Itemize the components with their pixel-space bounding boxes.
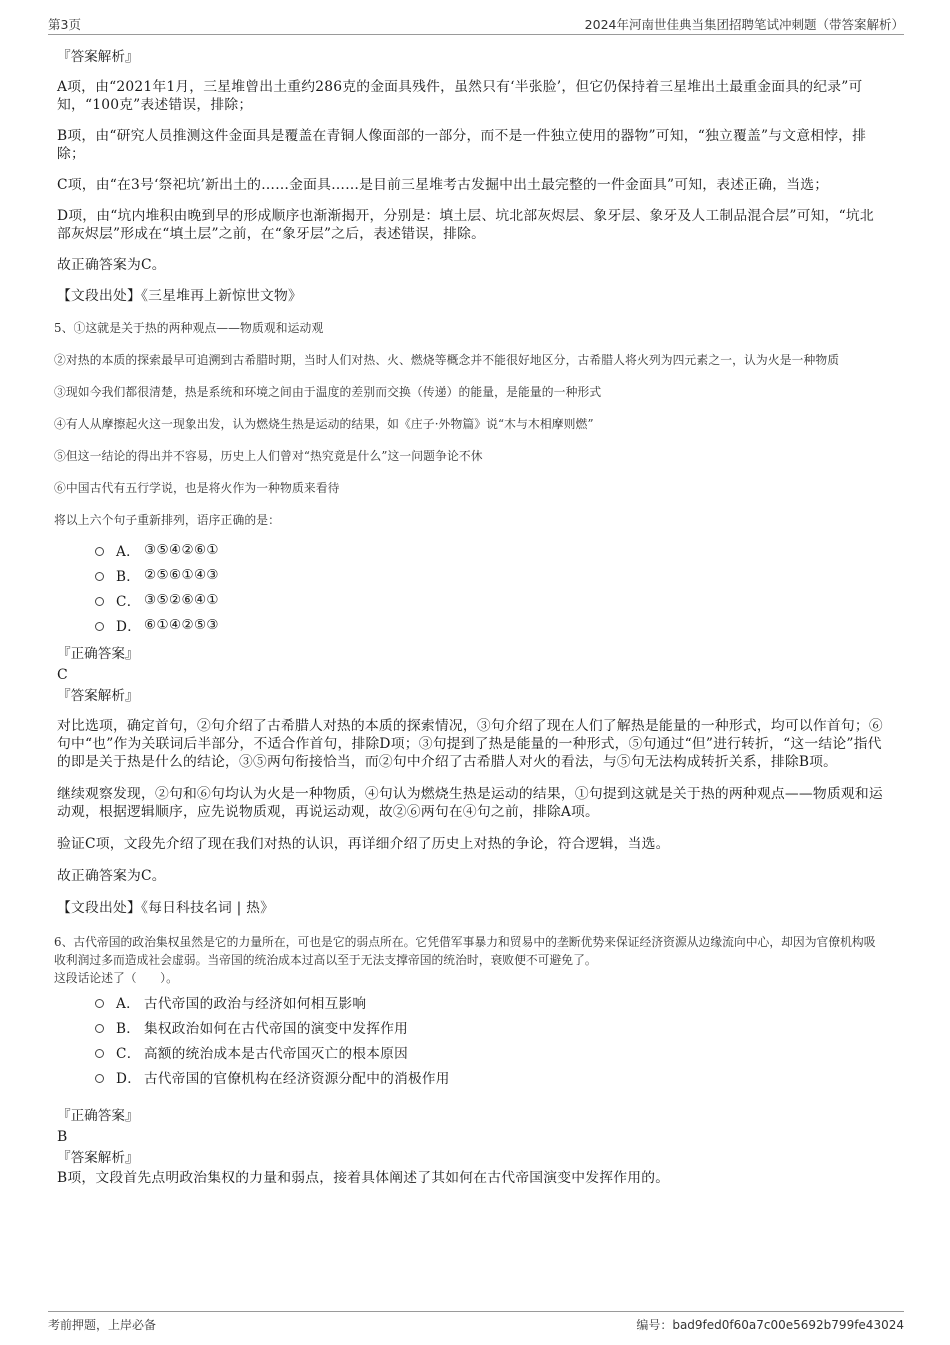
radio-icon[interactable] [95,1024,104,1033]
radio-icon[interactable] [95,1074,104,1083]
q5-sentence-6: ⑥中国古代有五行学说，也是将火作为一种物质来看待 [54,481,340,495]
q6-option-c[interactable]: C． 高额的统治成本是古代帝国灭亡的根本原因 [95,1039,887,1064]
q5-analysis-para-1: 对比选项，确定首句，②句介绍了古希腊人对热的本质的探索情况，③句介绍了现在人们了解热是能量的一种形式，均可以作首句；⑥句中“也”作为关联词后半部分，不适合作首句，排除D项；③句提到了热是能量的一种形式，⑤句通过“但”进行转折，“这一结论”指代的即是关于热是什么的结论，③⑤两句衔接恰当，而②句中介绍了古希腊人对火的看法，与⑤句无法构成转折关系，排除B项。 [57,718,883,770]
passage-source: 【文段出处】《三星堆再上新惊世文物》 [57,288,303,304]
q6-option-d[interactable]: D． 古代帝国的官僚机构在经济资源分配中的消极作用 [95,1064,887,1089]
q6-option-a[interactable]: A． 古代帝国的政治与经济如何相互影响 [95,989,887,1014]
analysis-label: 『答案解析』 [57,49,139,65]
q6-options [95,989,887,1089]
radio-icon[interactable] [95,622,104,631]
q5-sentence-3: ③现如今我们都很清楚，热是系统和环境之间由于温度的差别而交换（传递）的能量，是能量的一种形式 [54,385,602,399]
q5-option-c[interactable]: C． ③⑤②⑥④① [95,587,887,612]
q5-prompt: 将以上六个句子重新排列，语序正确的是： [54,513,281,527]
radio-icon[interactable] [95,1049,104,1058]
document-title: 2024年河南世佳典当集团招聘笔试冲刺题（带答案解析） [584,17,904,32]
page-footer [48,1311,904,1334]
q5-answer: C [57,667,68,683]
q6-answer-label: 『正确答案』 [57,1108,139,1124]
analysis-option-b: B项，由“研究人员推测这件金面具是覆盖在青铜人像面部的一部分，而不是一件独立使用的器物”可知，“独立覆盖”与文意相悖，排除； [57,128,867,162]
q6-stem: 6、古代帝国的政治集权虽然是它的力量所在，可也是它的弱点所在。它凭借军事暴力和贸易中的垄断优势来保证经济资源从边缘流向中心，却因为官僚机构吸收利润过多而造成社会虚弱。当帝国的统治成本过高以至于无法支撑帝国的统治时，衰败便不可避免了。 [54,935,876,967]
analysis-option-c: C项，由“在3号‘祭祀坑’新出土的……金面具……是目前三星堆考古发掘中出土最完整的一件金面具”可知，表述正确，当选； [57,177,829,193]
analysis-option-a: A项，由“2021年1月，三星堆曾出土重约286克的金面具残件，虽然只有‘半张脸’，但它仍保持着三星堆出土最重金面具的纪录”可知，“100克”表述错误，排除； [57,79,863,113]
q6-analysis-para-1: B项，文段首先点明政治集权的力量和弱点，接着具体阐述了其如何在古代帝国演变中发挥作用的。 [57,1170,670,1186]
radio-icon[interactable] [95,999,104,1008]
radio-icon[interactable] [95,547,104,556]
q5-conclusion: 故正确答案为C。 [57,868,166,884]
q5-analysis-para-2: 继续观察发现，②句和⑥句均认为火是一种物质，④句认为燃烧生热是运动的结果，①句提到这就是关于热的两种观点——物质观和运动观，根据逻辑顺序，应先说物质观，再说运动观，故②⑥两句在④句之前，排除A项。 [57,786,883,820]
analysis-conclusion: 故正确答案为C。 [57,257,166,273]
q5-sentence-4: ④有人从摩擦起火这一现象出发，认为燃烧生热是运动的结果，如《庄子·外物篇》说“木与木相摩则燃” [54,417,594,431]
q6-prompt: 这段话论述了（ ）。 [54,971,178,985]
document-code: 编号：bad9fed0f60a7c00e5692b799fe43024 [636,1318,904,1332]
page-header [48,12,904,35]
q6-answer: B [57,1129,68,1145]
q6-option-b[interactable]: B． 集权政治如何在古代帝国的演变中发挥作用 [95,1014,887,1039]
page-content [54,46,887,1199]
radio-icon[interactable] [95,597,104,606]
q5-analysis-label: 『答案解析』 [57,688,139,704]
q5-analysis-para-3: 验证C项，文段先介绍了现在我们对热的认识，再详细介绍了历史上对热的争论，符合逻辑，当选。 [57,836,670,852]
q5-sentence-2: ②对热的本质的探索最早可追溯到古希腊时期，当时人们对热、火、燃烧等概念并不能很好地区分，古希腊人将火列为四元素之一，认为火是一种物质 [54,353,840,367]
radio-icon[interactable] [95,572,104,581]
q5-option-d[interactable]: D． ⑥①④②⑤③ [95,612,887,637]
analysis-option-d: D项，由“坑内堆积由晚到早的形成顺序也渐渐揭开，分别是：填土层、坑北部灰烬层、象牙层、象牙及人工制品混合层”可知，“坑北部灰烬层”形成在“填土层”之前，在“象牙层”之后，表述错误，排除。 [57,208,874,242]
footer-slogan: 考前押题，上岸必备 [48,1318,157,1332]
q5-source: 【文段出处】《每日科技名词 | 热》 [57,900,275,916]
q5-option-b[interactable]: B． ②⑤⑥①④③ [95,562,887,587]
q5-sentence-1: 5、①这就是关于热的两种观点——物质观和运动观 [54,321,324,335]
q5-sentence-5: ⑤但这一结论的得出并不容易，历史上人们曾对“热究竟是什么”这一问题争论不休 [54,449,483,463]
q5-option-a[interactable]: A． ③⑤④②⑥① [95,537,887,562]
q5-answer-label: 『正确答案』 [57,646,139,662]
q6-analysis-label: 『答案解析』 [57,1150,139,1166]
page-number: 第3页 [48,17,81,32]
q5-options [95,537,887,637]
